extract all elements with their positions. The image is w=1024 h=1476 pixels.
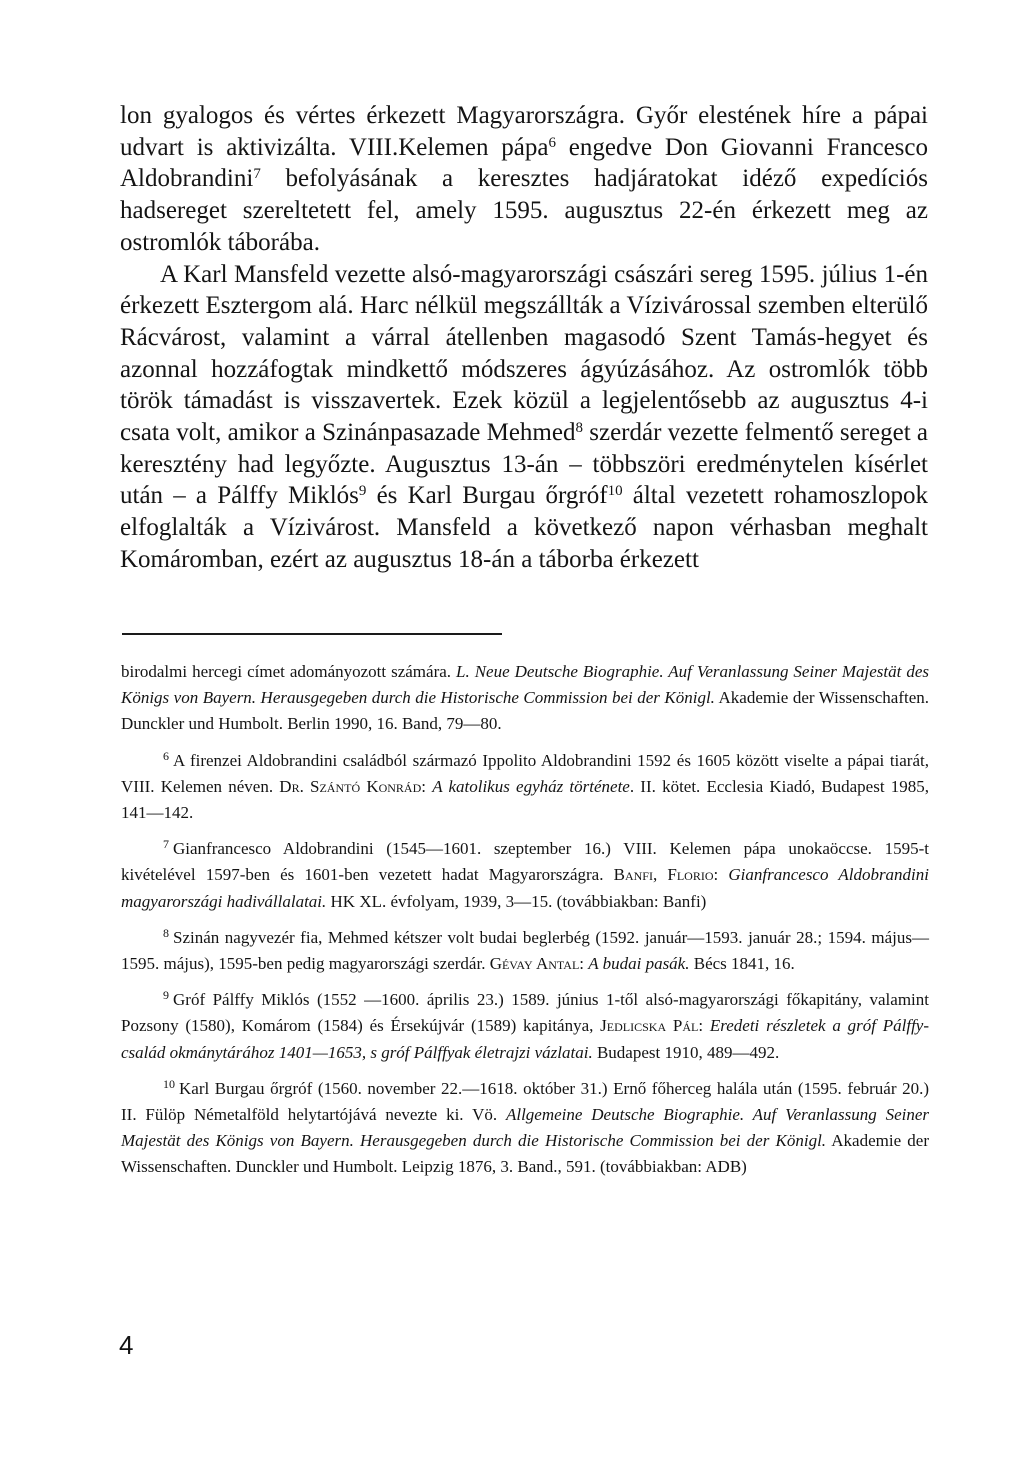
text-run-italic: Eredeti részletek a gróf Pálffy-család okmánytárához 1401—1653, s gróf Pálffyak életrajzi vázlatai.	[121, 1016, 929, 1062]
footnote-ref-7: 7	[253, 166, 261, 183]
text-run: és Karl Burgau őrgróf	[366, 482, 608, 510]
text-run: A firenzei Aldobrandini családból származó Ippolito Aldobrandini 1592 és 1605 között viselte a pápai tiarát, VIII. Kelemen néven.	[121, 750, 929, 796]
footnote-6	[121, 743, 929, 827]
footnote-10	[121, 1071, 929, 1181]
text-run	[718, 865, 728, 884]
footnote-number: 7	[163, 837, 169, 852]
text-run: Akademie der Wissenschaften. Dunckler und Humbolt. Leipzig 1876, 3. Band., 591. (továbbiakban: ADB)	[121, 1131, 929, 1177]
footnote-8	[121, 920, 929, 977]
text-run: lon gyalogos és vértes érkezett Magyarországra. Győr elestének híre a pápai udvart is aktivizálta. VIII.Kelemen pápa	[120, 102, 928, 161]
paragraph-2	[120, 259, 928, 576]
paragraph-1	[120, 100, 928, 259]
footnote-number: 9	[163, 988, 169, 1003]
text-run-italic: Gianfrancesco Aldobrandini magyarországi hadivállalatai.	[121, 865, 930, 911]
footnote-9	[121, 982, 929, 1066]
footnote-ref-8: 8	[575, 419, 583, 436]
text-run-italic: L. Neue Deutsche Biographie. Auf Veranlassung Seiner Majestät des Königs von Bayern. Herausgegeben durch die Historische Commission bei der Königl.	[121, 662, 929, 708]
author-name: Gévay Antal:	[489, 954, 585, 974]
body-text	[120, 100, 928, 576]
text-run: Budapest 1910, 489—492.	[592, 1042, 780, 1062]
text-run: engedve Don Giovanni Francesco Aldobrandini	[120, 133, 928, 193]
footnote-number: 6	[163, 748, 169, 763]
footnote-continuation	[121, 659, 929, 738]
footnotes	[121, 659, 929, 1181]
text-run: Szinán nagyvezér fia, Mehmed kétszer volt budai beglerbég (1592. január—1593. január 28.; 1594. május—1595. május), 1595-ben pedig magyarországi szerdár.	[121, 927, 929, 974]
text-run: Akademie der Wissenschaften. Dunckler und Humbolt. Berlin 1990, 16. Band, 79—80.	[121, 688, 929, 734]
footnote-number: 10	[163, 1076, 175, 1091]
text-run	[703, 1016, 710, 1035]
text-run: szerdár vezette felmentő sereget a keresztény had legyőzte. Augusztus 13-án – többszöri eredménytelen kísérlet után – a Pálffy Miklós	[120, 419, 929, 510]
author-name: Banfi, Florio:	[613, 865, 719, 885]
text-run-italic: Allgemeine Deutsche Biographie. Auf Veranlassung Seiner Majestät des Königs von Bayern. Herausgegeben durch die Historische Commission bei der Königl.	[121, 1105, 929, 1151]
text-run: Bécs 1841, 16.	[689, 954, 795, 974]
text-run-italic: A katolikus egyház története	[432, 776, 630, 796]
author-name: Dr. Szántó Konrád:	[279, 776, 426, 796]
text-run: Karl Burgau őrgróf (1560. november 22.—1618. október 31.) Ernő főherceg halála után (1595. február 20.) II. Fülöp Németalföld helytartójává nevezte ki. Vö.	[121, 1078, 929, 1125]
text-run: HK XL. évfolyam, 1939, 3—15. (továbbiakban: Banfi)	[326, 891, 707, 911]
text-run: befolyásának a keresztes hadjáratokat idéző expedíciós hadsereget szereltetett fel, amely 1595. augusztus 22-én érkezett meg az ostromlók táborába.	[120, 165, 928, 256]
footnote-ref-10: 10	[607, 483, 623, 500]
page-number: 4	[119, 1330, 134, 1360]
footnote-number: 8	[163, 925, 169, 940]
text-run: A Karl Mansfeld vezette alsó-magyarországi császári sereg 1595. július 1-én érkezett Esztergom alá. Harc nélkül megszállták a Vízivárossal szemben elterülő Rácvárost, valamint a várral átellenben magasodó Szent Tamás-hegyet és azonnal hozzáfogtak mindkettő módszeres ágyúzásához. Az ostromlók több török támadást is visszavertek. Ezek közül a legjelentősebb az augusztus 4-i csata volt, amikor a Szinánpasazade Mehmed	[120, 260, 928, 447]
text-run-italic: A budai pasák.	[588, 954, 690, 974]
footnote-ref-9: 9	[358, 483, 367, 500]
text-run: Gianfrancesco Aldobrandini (1545—1601. szeptember 16.) VIII. Kelemen pápa unokaöccse. 1595-t kivételével 1597-ben és 1601-ben vezetett hadat Magyarországra.	[121, 839, 929, 885]
text-run: birodalmi hercegi címet adományozott számára.	[121, 662, 457, 681]
footnote-7	[121, 831, 929, 915]
footnote-ref-6: 6	[548, 134, 556, 151]
text-run: Gróf Pálffy Miklós (1552 —1600. április 23.) 1589. június 1-től alsó-magyarországi főkapitány, valamint Pozsony (1580), Komárom (1584) és Érsekújvár (1589) kapitánya,	[121, 990, 929, 1036]
text-run: . II. kötet. Ecclesia Kiadó, Budapest 1985, 141—142.	[121, 776, 930, 823]
footnote-separator	[122, 633, 502, 635]
author-name: Jedlicska Pál:	[600, 1016, 704, 1036]
text-run: által vezetett rohamoszlopok elfoglalták a Vízivárost. Mansfeld a következő napon vérhasban meghalt Komáromban, ezért az augusztus 18-án a táborba érkezett	[120, 482, 929, 573]
